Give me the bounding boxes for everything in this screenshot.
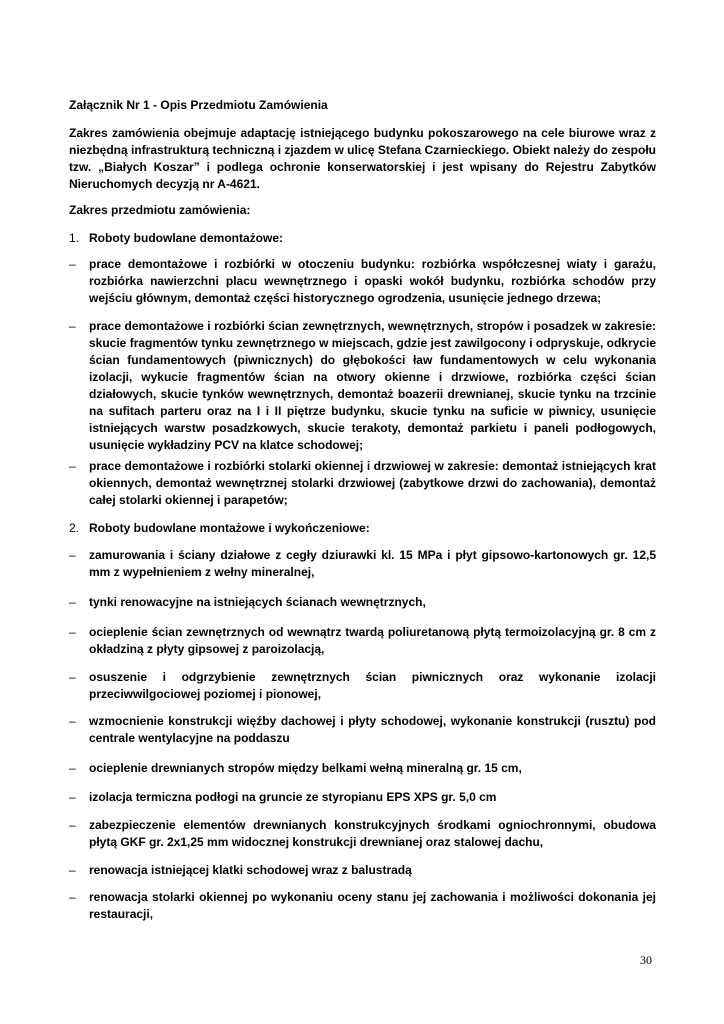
list-text: zabezpieczenie elementów drewnianych konstrukcyjnych środkami ogniochronnymi, obudowa płytą GKF gr. 2x1,25 mm widocznej konstrukcji drewnianej oraz stalowej dachu, [89, 818, 656, 849]
list-text: renowacja istniejącej klatki schodowej wraz z balustradą [89, 863, 412, 877]
list-text: wzmocnienie konstrukcji więźby dachowej i płyty schodowej, wykonanie konstrukcji (rusztu) pod centrale wentylacyjne na poddaszu [89, 714, 656, 745]
list-item [69, 760, 656, 777]
list-marker: – [69, 625, 76, 639]
list-marker: – [69, 714, 76, 728]
list-item [69, 230, 656, 247]
list-item [69, 318, 656, 454]
list-marker: – [69, 790, 76, 804]
list-text: tynki renowacyjne na istniejących ścianach wewnętrznych, [89, 595, 426, 609]
scope-heading: Zakres przedmiotu zamówienia: [69, 203, 251, 217]
document-title: Załącznik Nr 1 - Opis Przedmiotu Zamówienia [69, 98, 328, 112]
list-marker: – [69, 548, 76, 562]
list-marker: – [69, 818, 76, 832]
list-text: Roboty budowlane montażowe i wykończeniowe: [89, 521, 370, 535]
list-text: renowacja stolarki okiennej po wykonaniu oceny stanu jej zachowania i możliwości dokonania jej restauracji, [89, 890, 656, 921]
list-item [69, 713, 656, 747]
list-item [69, 458, 656, 509]
list-item [69, 594, 656, 611]
page-number: 30 [640, 953, 652, 967]
intro-paragraph: Zakres zamówienia obejmuje adaptację istniejącego budynku pokoszarowego na cele biurowe wraz z niezbędną infrastrukturą techniczną i zjazdem w ulicę Stefana Czarnieckiego. Obiekt należy do zespołu tzw. „Białych Koszar” i podlega ochronie konserwatorskiej i jest wpisany do Rejestru Zabytków Nieruchomych decyzją nr A-4621. [69, 126, 656, 191]
list-item [69, 789, 656, 806]
list-text: osuszenie i odgrzybienie zewnętrznych ścian piwnicznych oraz wykonanie izolacji przeciwwilgociowej poziomej i pionowej, [89, 670, 656, 701]
list-item [69, 624, 656, 658]
list-marker: – [69, 863, 76, 877]
list-marker: – [69, 257, 76, 271]
list-marker: – [69, 670, 76, 684]
list-item [69, 817, 656, 851]
list-text: prace demontażowe i rozbiórki stolarki okiennej i drzwiowej w zakresie: demontaż istniejących krat okiennych, demontaż wewnętrznej stolarki drzwiowej (zabytkowe drzwi do zachowania), demontaż całej stolarki okiennej i parapetów; [89, 459, 656, 507]
list-item [69, 889, 656, 923]
list-marker: – [69, 595, 76, 609]
list-text: zamurowania i ściany działowe z cegły dziurawki kl. 15 MPa i płyt gipsowo-kartonowych gr. 12,5 mm z wypełnieniem z wełny mineralnej, [89, 548, 656, 579]
list-item [69, 669, 656, 703]
list-text: ocieplenie ścian zewnętrznych od wewnątrz twardą poliuretanową płytą termoizolacyjną gr. 8 cm z okładziną z płyty gipsowej z paroizolacją, [89, 625, 656, 656]
list-marker: – [69, 761, 76, 775]
list-item [69, 547, 656, 581]
list-item [69, 256, 656, 307]
list-text: prace demontażowe i rozbiórki w otoczeniu budynku: rozbiórka współczesnej wiaty i garażu, rozbiórka nawierzchni placu wewnętrznego i opaski wokół budynku, rozbiórka schodów przy wejściu głównym, demontaż części historycznego ogrodzenia, usunięcie jednego drzewa; [89, 257, 656, 305]
list-marker: – [69, 319, 76, 333]
list-text: izolacja termiczna podłogi na gruncie ze styropianu EPS XPS gr. 5,0 cm [89, 790, 497, 804]
list-text: prace demontażowe i rozbiórki ścian zewnętrznych, wewnętrznych, stropów i posadzek w zakresie: skucie fragmentów tynku zewnętrznego w miejscach, gdzie jest zawilgocony i odpryskuje, odkrycie ścian fundamentowych (piwnicznych) do głębokości ław fundamentowych w celu wykonania izolacji, wykucie fragmentów ścian na otwory okienne i drzwiowe, rozbiórka części ścian działowych, skucie tynków wewnętrznych, demontaż boazerii drewnianej, skucie tynku na trzcinie na sufitach parteru oraz na I i II piętrze budynku, skucie tynku na suficie w piwnicy, usunięcie istniejących warstw posadzkowych, skucie terakoty, demontaż parkietu i paneli podłogowych, usunięcie wykładziny PCV na klatce schodowej; [89, 319, 656, 452]
list-marker: 2. [69, 521, 80, 535]
list-text: ocieplenie drewnianych stropów między belkami wełną mineralną gr. 15 cm, [89, 761, 522, 775]
list-item [69, 520, 656, 537]
list-text: Roboty budowlane demontażowe: [89, 231, 283, 245]
list-item [69, 862, 656, 879]
list-marker: – [69, 459, 76, 473]
list-marker: 1. [69, 231, 80, 245]
list-marker: – [69, 890, 76, 904]
